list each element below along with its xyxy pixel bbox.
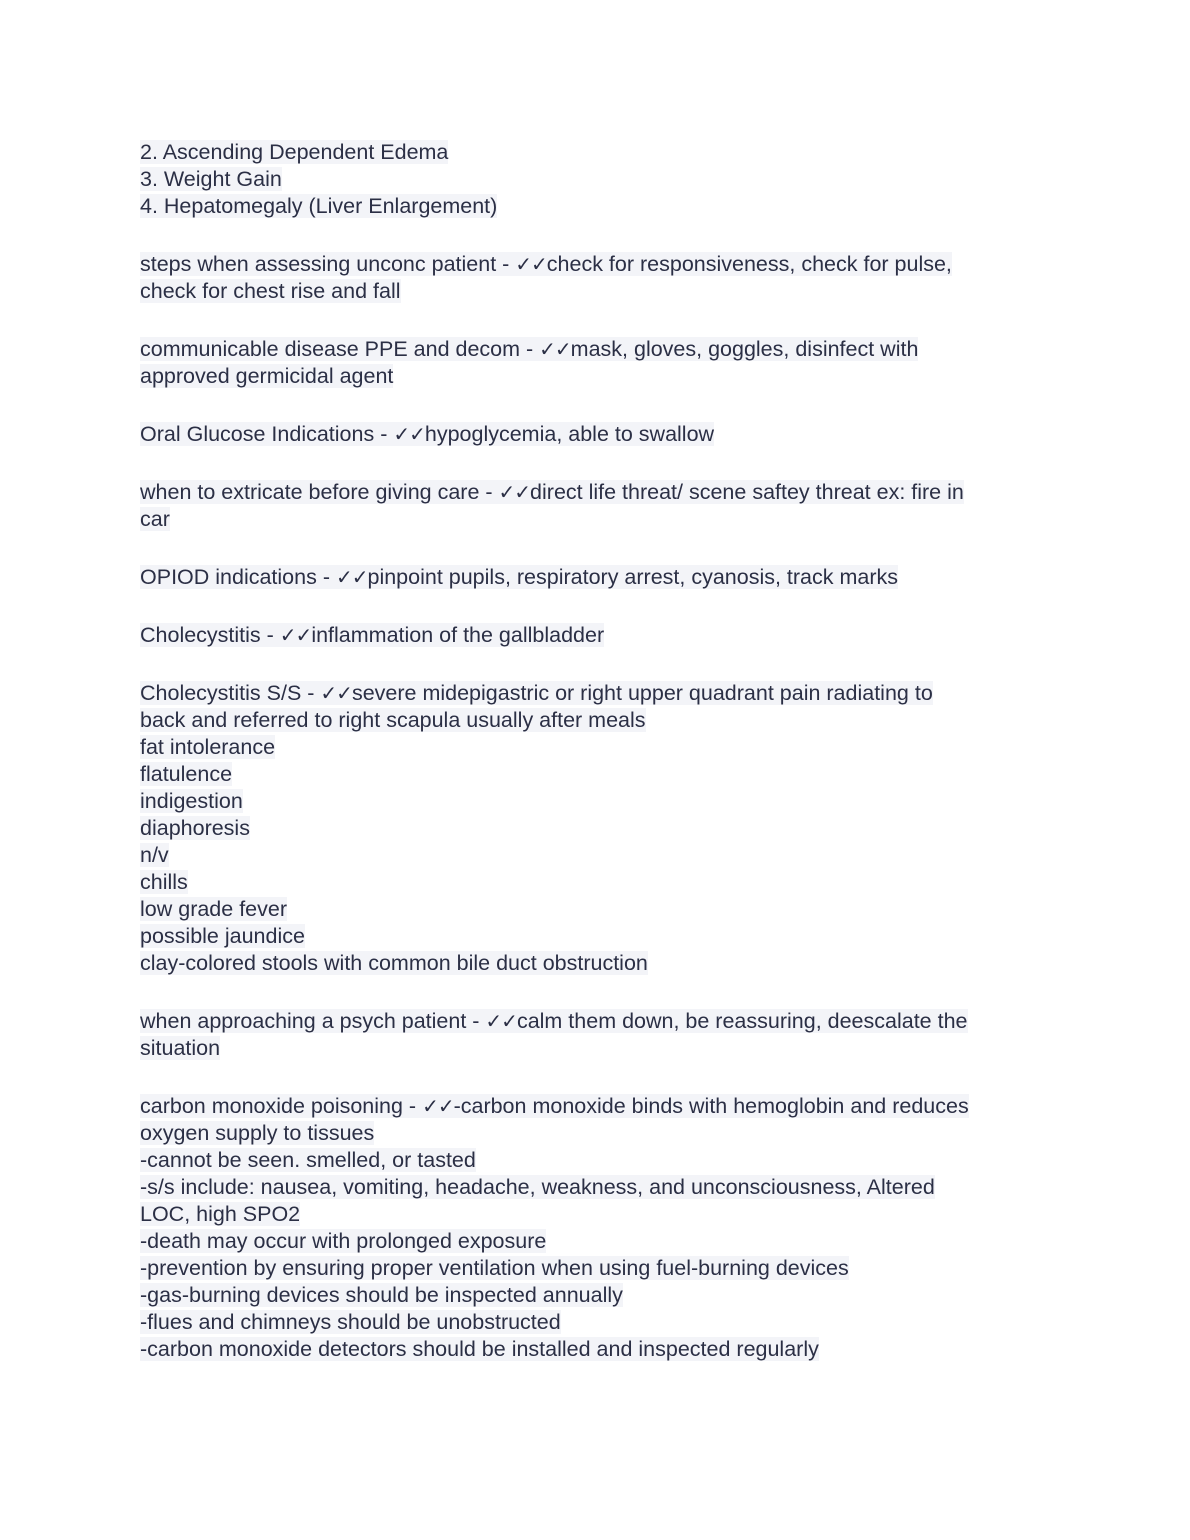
- flashcard-term: Cholecystitis -: [140, 623, 280, 647]
- document-page: [140, 139, 1050, 1394]
- flashcard: [140, 336, 1050, 390]
- flashcard-definition-line: low grade fever: [140, 897, 287, 921]
- double-check-icon: ✓✓: [393, 422, 425, 446]
- flashcard-term: when to extricate before giving care -: [140, 480, 499, 504]
- flashcard-definition: hypoglycemia, able to swallow: [424, 422, 715, 446]
- flashcard: [140, 680, 1050, 977]
- flashcard-definition-line: -prevention by ensuring proper ventilation when using fuel-burning devices: [140, 1256, 849, 1280]
- flashcard: [140, 622, 1050, 649]
- flashcard-definition: -carbon monoxide binds with hemoglobin and reduces: [453, 1094, 969, 1118]
- flashcard-definition: calm them down, be reassuring, deescalate the: [516, 1009, 968, 1033]
- flashcard-definition-line: back and referred to right scapula usually after meals: [140, 708, 646, 732]
- flashcard-term: carbon monoxide poisoning -: [140, 1094, 423, 1118]
- flashcard-definition: severe midepigastric or right upper quadrant pain radiating to: [351, 681, 933, 705]
- flashcard-definition-line: fat intolerance: [140, 735, 276, 759]
- flashcard-definition-line: LOC, high SPO2: [140, 1202, 301, 1226]
- double-check-icon: ✓✓: [422, 1094, 454, 1118]
- flashcard-definition-line: car: [140, 507, 170, 531]
- flashcard-list: [140, 251, 1050, 1363]
- flashcard-term: Oral Glucose Indications -: [140, 422, 394, 446]
- double-check-icon: ✓✓: [320, 681, 352, 705]
- flashcard-definition-line: check for chest rise and fall: [140, 279, 401, 303]
- list-item: 3. Weight Gain: [140, 167, 282, 191]
- flashcard-term: steps when assessing unconc patient -: [140, 252, 516, 276]
- flashcard-definition-line: oxygen supply to tissues: [140, 1121, 375, 1145]
- flashcard-definition: check for responsiveness, check for pulse,: [546, 252, 952, 276]
- double-check-icon: ✓✓: [498, 480, 531, 504]
- flashcard: [140, 564, 1050, 591]
- flashcard-term: when approaching a psych patient -: [140, 1009, 486, 1033]
- double-check-icon: ✓✓: [485, 1009, 517, 1033]
- flashcard-definition-line: diaphoresis: [140, 816, 250, 840]
- flashcard-definition-line: -s/s include: nausea, vomiting, headache, weakness, and unconsciousness, Altered: [140, 1175, 935, 1199]
- list-item: 4. Hepatomegaly (Liver Enlargement): [140, 194, 498, 218]
- flashcard-definition-line: clay-colored stools with common bile duct obstruction: [140, 951, 648, 975]
- flashcard-definition-line: -flues and chimneys should be unobstructed: [140, 1310, 561, 1334]
- flashcard-definition: direct life threat/ scene saftey threat ex: fire in: [530, 480, 964, 504]
- flashcard-definition: mask, gloves, goggles, disinfect with: [570, 337, 919, 361]
- flashcard-definition-line: -cannot be seen. smelled, or tasted: [140, 1148, 476, 1172]
- double-check-icon: ✓✓: [539, 337, 571, 361]
- flashcard: [140, 251, 1050, 305]
- flashcard-definition-line: -carbon monoxide detectors should be installed and inspected regularly: [140, 1337, 819, 1361]
- flashcard-definition-line: situation: [140, 1036, 221, 1060]
- double-check-icon: ✓✓: [335, 565, 368, 589]
- flashcard-definition-line: indigestion: [140, 789, 243, 813]
- flashcard-definition-line: possible jaundice: [140, 924, 305, 948]
- flashcard: [140, 1093, 1050, 1363]
- flashcard-definition-line: -gas-burning devices should be inspected annually: [140, 1283, 623, 1307]
- list-item: 2. Ascending Dependent Edema: [140, 140, 449, 164]
- flashcard-definition: pinpoint pupils, respiratory arrest, cyanosis, track marks: [367, 565, 899, 589]
- double-check-icon: ✓✓: [515, 252, 547, 276]
- flashcard-definition: inflammation of the gallbladder: [311, 623, 605, 647]
- flashcard-definition-line: flatulence: [140, 762, 233, 786]
- flashcard-definition-line: -death may occur with prolonged exposure: [140, 1229, 547, 1253]
- flashcard-definition-line: n/v: [140, 843, 169, 867]
- flashcard: [140, 1008, 1050, 1062]
- double-check-icon: ✓✓: [279, 623, 312, 647]
- flashcard-term: communicable disease PPE and decom -: [140, 337, 540, 361]
- flashcard-term: OPIOD indications -: [140, 565, 336, 589]
- flashcard: [140, 421, 1050, 448]
- flashcard-term: Cholecystitis S/S -: [140, 681, 321, 705]
- flashcard-definition-line: approved germicidal agent: [140, 364, 394, 388]
- flashcard: [140, 479, 1050, 533]
- flashcard-definition-line: chills: [140, 870, 188, 894]
- numbered-list: [140, 139, 1050, 220]
